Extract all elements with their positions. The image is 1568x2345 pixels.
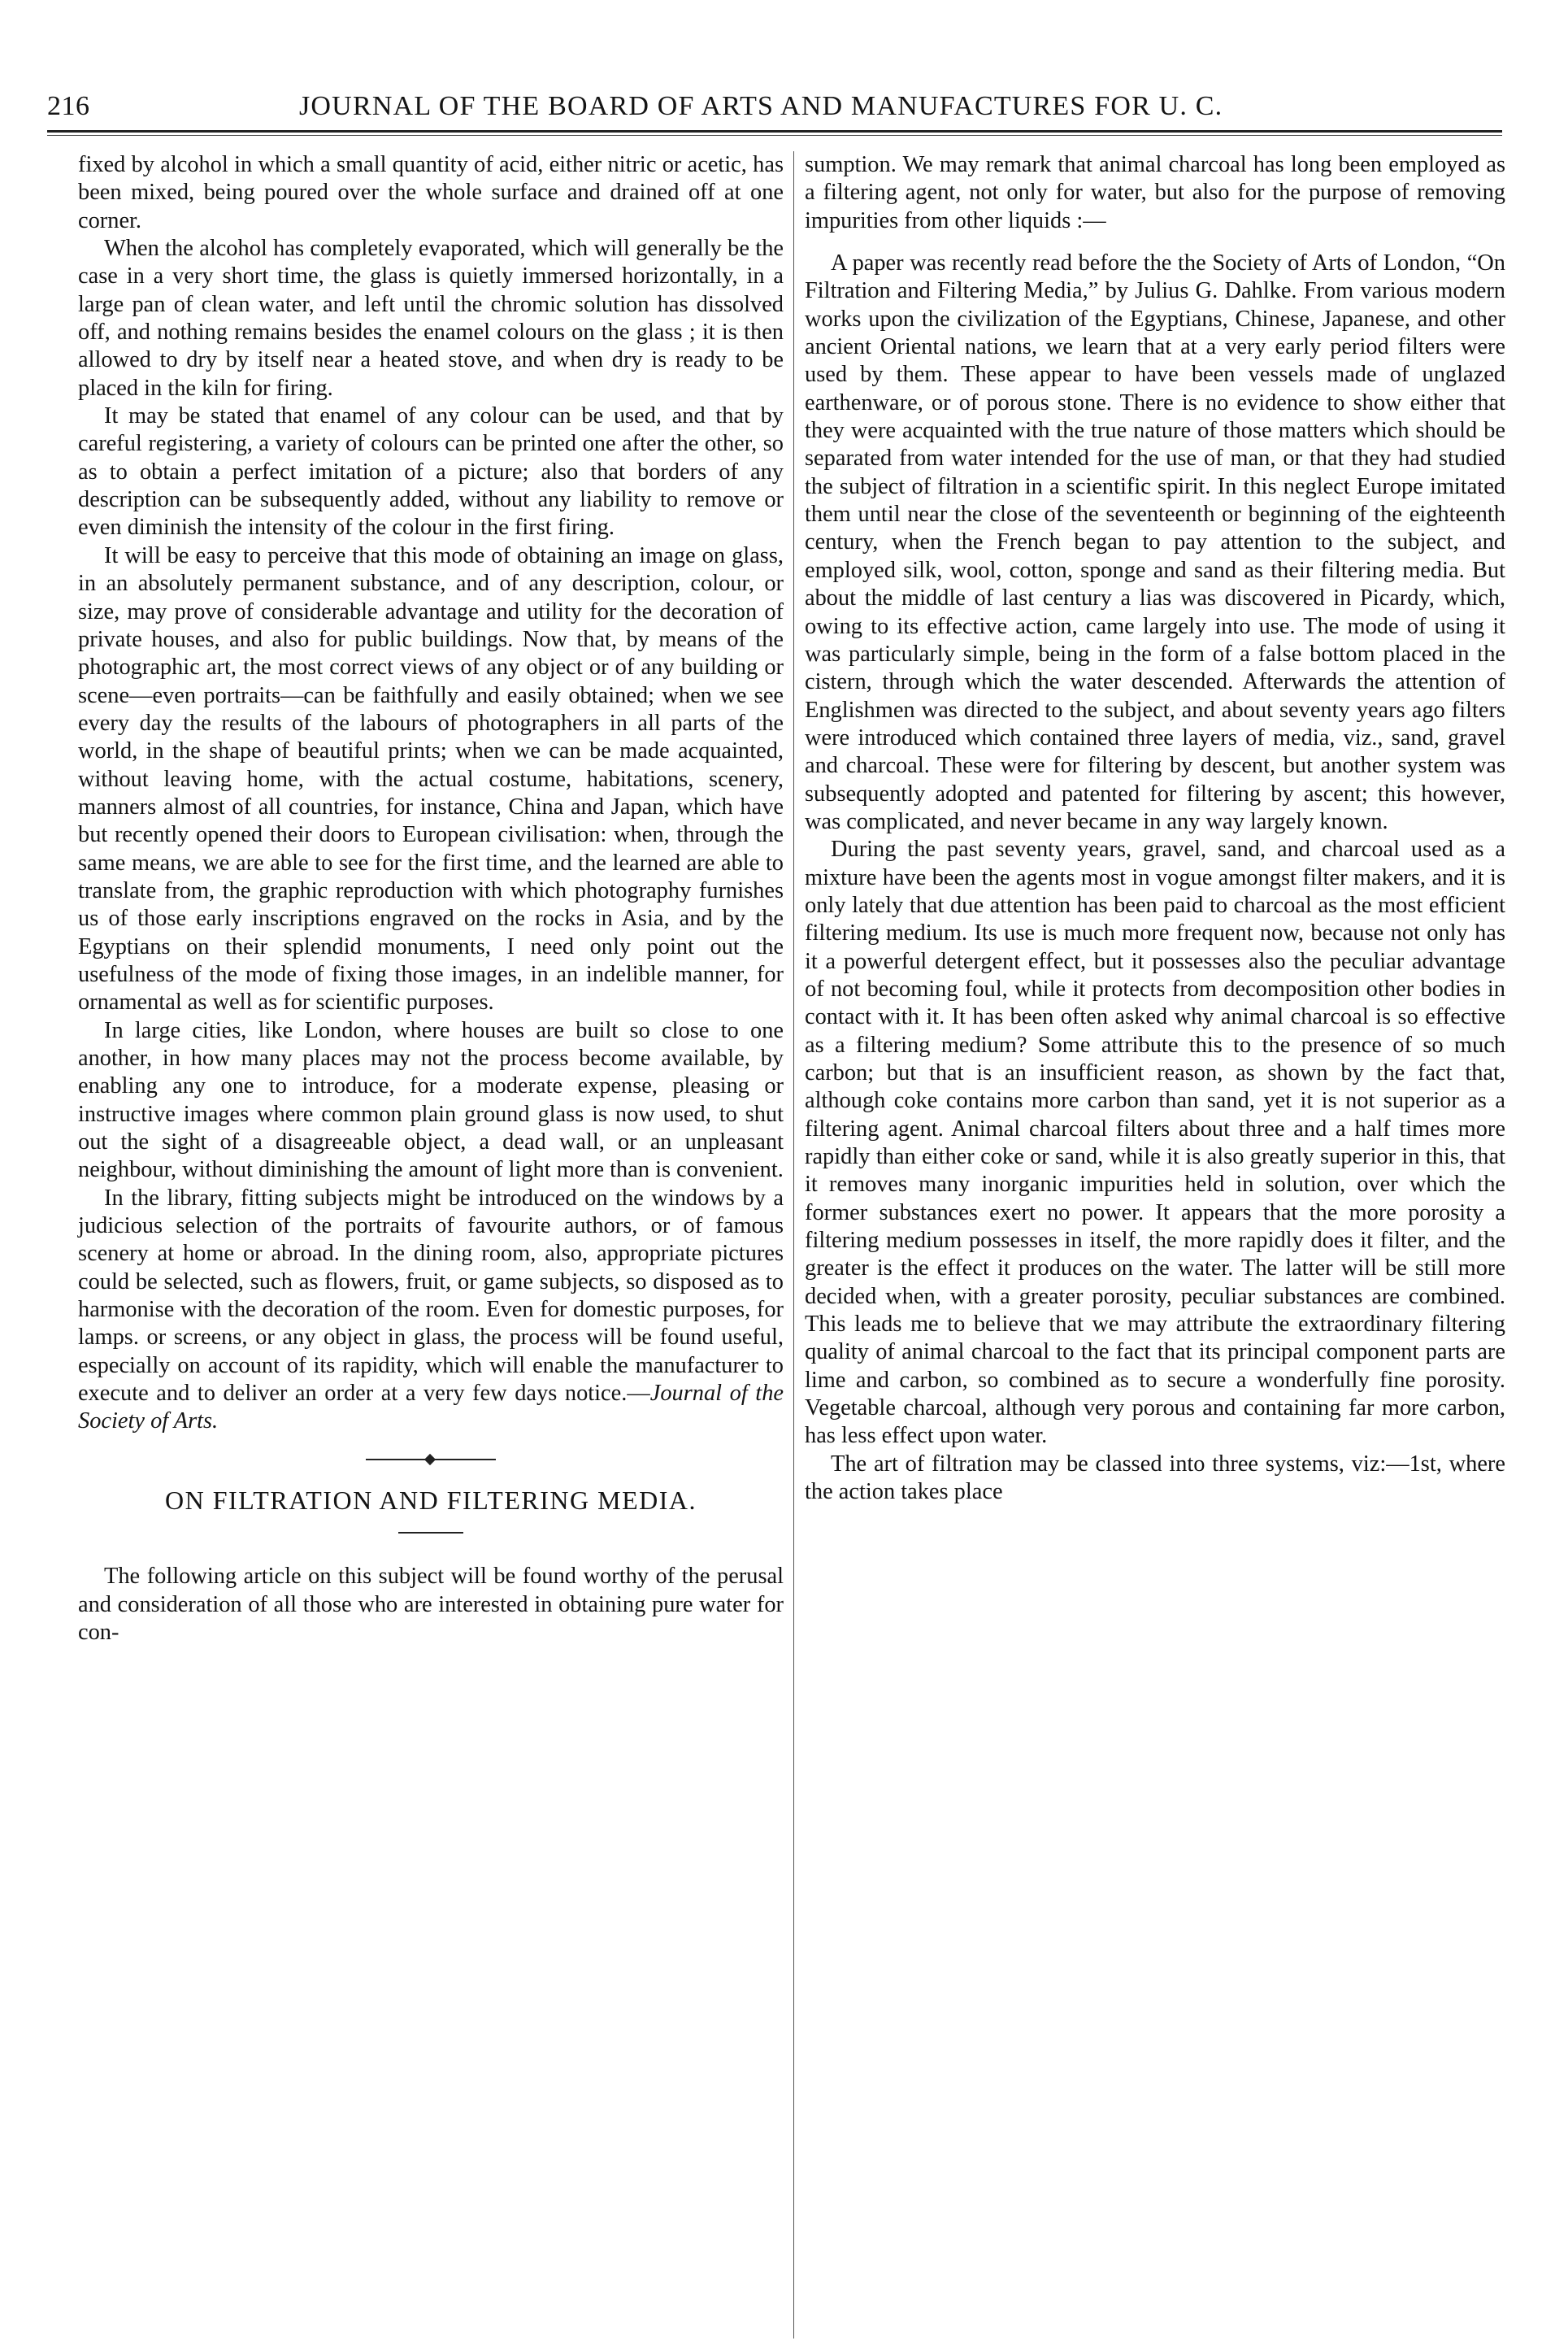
heading-rule	[398, 1532, 463, 1534]
paragraph: The following article on this subject will be found worthy of the perusal and consideration of all those who are interested in obtaining pure water for con-	[78, 1564, 784, 1645]
paragraph: When the alcohol has completely evaporated, which will generally be the case in a very short time, the glass is quietly immersed horizontally, in a large pan of clean water, and left until the chromic solution has dissolved off, and nothing remains besides the enamel colours on the glass ; it is then allowed to dry by itself near a heated stove, and when dry is ready to be placed in the kiln for firing.	[78, 236, 784, 401]
source-citation: Journal of the Society of Arts.	[78, 1381, 784, 1434]
paragraph: A paper was recently read before the the Society of Arts of London, “On Filtration and Filtering Media,” by Julius G. Dahlke. From various modern works upon the civilization of the Egyptians, Chinese, Japanese, and other ancient Oriental nations, we learn that at a very early period filters were used by them. These appear to have been vessels made of unglazed earthenware, or of porous stone. There is no evidence to show either that they were acquainted with the true nature of those matters which should be separated from water intended for the use of man, or that they had studied the subject of filtration in a scientific spirit. In this neglect Europe imitated them until near the close of the seventeenth or beginning of the eighteenth century, when the French began to pay attention to the subject, and employed silk, wool, cotton, sponge and sand as their filtering media. But about the middle of last century a lias was discovered in Picardy, which, owing to its effective action, came largely into use. The mode of using it was particularly simple, being in the form of a false bottom placed in the cistern, through which the water descended. Afterwards the attention of Englishmen was directed to the subject, and about seventy years ago filters were introduced which contained three layers of media, viz., sand, gravel and charcoal. These were for filtering by descent, but another system was subsequently adopted and patented for filtering by ascent; this however, was complicated, and never became in any way largely known.	[805, 250, 1505, 834]
paragraph-text: In the library, fitting subjects might be introduced on the windows by a judicious selection of the portraits of favourite authors, or of famous scenery at home or abroad. In the dining room, also, appropriate pictures could be selected, such as flowers, fruit, or game subjects, so disposed as to harmonise with the decoration of the room. Even for domestic purposes, for lamps. or screens, or any object in glass, the process will be found useful, especially on account of its rapidity, which will enable the manufacturer to execute and to deliver an order at a very few days notice.—	[78, 1185, 784, 1407]
page-number: 216	[47, 91, 90, 121]
article-heading: ON FILTRATION AND FILTERING MEDIA.	[165, 1485, 697, 1515]
separator-diamond-icon	[424, 1454, 436, 1465]
paragraph: The art of filtration may be classed into three systems, viz:—1st, where the action takes place	[805, 1451, 1505, 1505]
running-title: JOURNAL OF THE BOARD OF ARTS AND MANUFACTURES FOR U. C.	[299, 91, 1223, 121]
right-column	[805, 151, 1505, 1507]
paragraph	[78, 1185, 784, 1436]
paragraph: During the past seventy years, gravel, sand, and charcoal used as a mixture have been the agents most in vogue amongst filter makers, and it is only lately that due attention has been paid to charcoal as the most efficient filtering medium. Its use is much more frequent now, because not only has it a powerful detergent effect, but it possesses also the peculiar advantage of not becoming foul, while it protects from decomposition other bodies in contact with it. It has been often asked why animal charcoal is so effective as a filtering medium? Some attribute this to the presence of so much carbon; but that is an insufficient reason, as shown by the fact that, although coke contains more carbon than sand, yet it is not superior as a filtering agent. Animal charcoal filters about three and a half times more rapidly than either coke or sand, while it is also greatly superior in this, that it removes many inorganic impurities held in solution, over which the former substances exert no power. It appears that the more porosity a filtering medium possesses in itself, the more rapidly does it filter, and the greater is the effect it produces on the water. The latter will be still more decided when, with a greater porosity, peculiar substances are combined. This leads me to believe that we may attribute the extraordinary filtering quality of animal charcoal to the fact that its principal component parts are lime and carbon, so combined as to secure a wonderfully fine porosity. Vegetable charcoal, although very porous and containing far more carbon, has less effect upon water.	[805, 837, 1505, 1449]
paragraph: sumption. We may remark that animal charcoal has long been employed as a filtering agent, not only for water, but also for the purpose of removing impurities from other liquids :—	[805, 152, 1505, 233]
header-rule	[47, 130, 1502, 133]
paragraph: In large cities, like London, where houses are built so close to one another, in how many places may not the process become available, by enabling any one to introduce, for a moderate expense, pleasing or instructive images where common plain ground glass is now used, to shut out the sight of a disagreeable object, a dead wall, or an unpleasant neighbour, without diminishing the amount of light more than is convenient.	[78, 1017, 784, 1183]
left-column	[78, 151, 784, 1647]
section-separator	[366, 1455, 496, 1464]
column-divider	[793, 151, 794, 2338]
paragraph: fixed by alcohol in which a small quantity of acid, either nitric or acetic, has been mixed, being poured over the whole surface and drained off at one corner.	[78, 152, 784, 233]
paragraph: It will be easy to perceive that this mode of obtaining an image on glass, in an absolutely permanent substance, and of any description, colour, or size, may prove of considerable advantage and utility for the decoration of private houses, and also for public buildings. Now that, by means of the photographic art, the most correct views of any object or of any building or scene—even portraits—can be faithfully and easily obtained; when we see every day the results of the labours of photographers in all parts of the world, in the shape of beautiful prints; when we can be made acquainted, without leaving home, with the actual costume, habitations, scenery, manners almost of all countries, for instance, China and Japan, which have but recently opened their doors to European civilisation: when, through the same means, we are able to see for the first time, and the learned are able to translate from, the graphic reproduction with which photography furnishes us of those early inscriptions engraved on the rocks in Asia, and by the Egyptians on their splendid monuments, I need only point out the usefulness of the mode of fixing those images, in an indelible manner, for ornamental as well as for scientific purposes.	[78, 542, 784, 1016]
header-rule-thin	[47, 135, 1502, 136]
paragraph: It may be stated that enamel of any colour can be used, and that by careful registering, a variety of colours can be printed one after the other, so as to obtain a perfect imitation of a picture; also that borders of any description can be subsequently added, without any liability to remove or even diminish the intensity of the colour in the first firing.	[78, 403, 784, 541]
page-header	[47, 88, 1502, 127]
